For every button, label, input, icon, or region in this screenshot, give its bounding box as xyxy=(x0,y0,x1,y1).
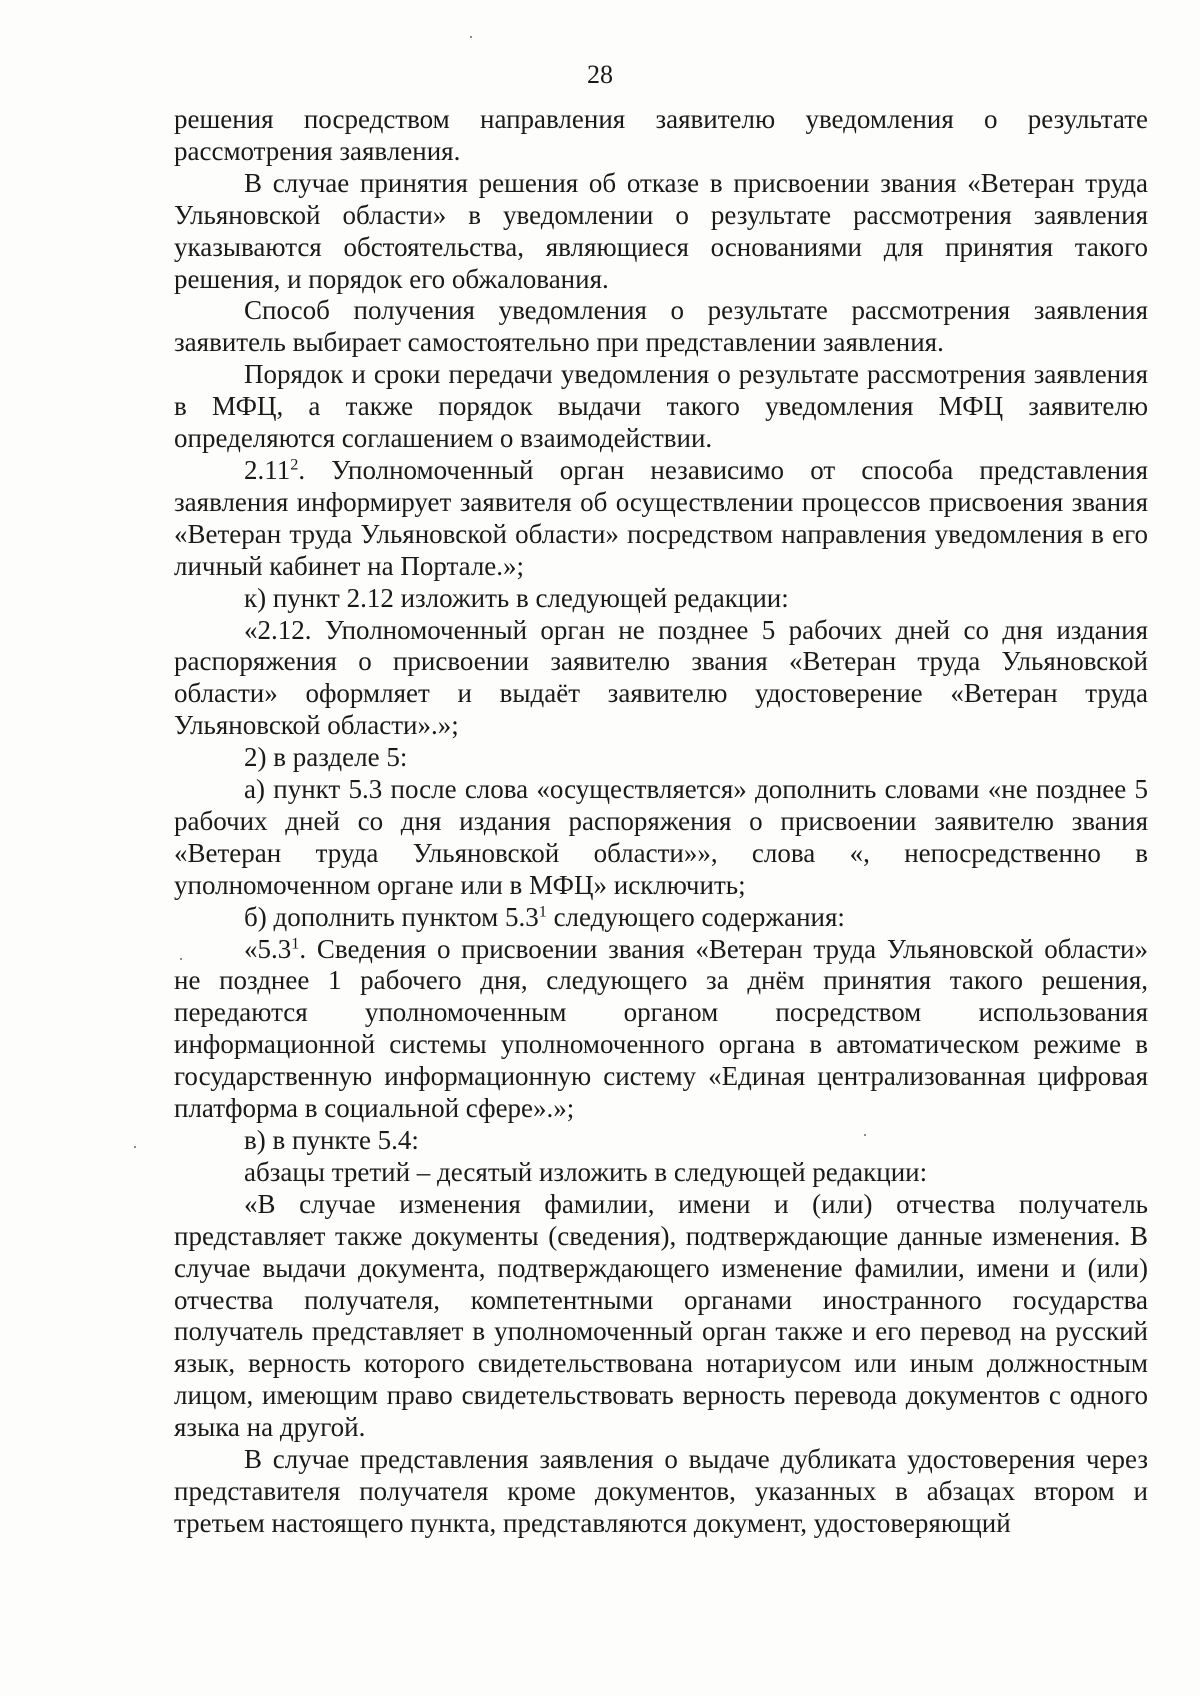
paragraph: В случае представления заявления о выдаче дубликата удостоверения через представителя получателя кроме документов, указанных в абзацах втором и третьем настоящего пункта, представляются документ, удостоверяющий xyxy=(174,1444,1148,1538)
paragraph: б) дополнить пунктом $5.3^1$ следующего содержания: xyxy=(244,901,845,932)
paragraph: 2) в разделе 5: xyxy=(244,742,408,773)
superscript: 1 xyxy=(538,901,547,920)
paragraph: к) пункт 2.12 изложить в следующей редакции: xyxy=(244,582,789,613)
paragraph: 2.11$^2$. Уполномоченный орган независимо от способа представления заявления информирует заявителя об осуществлении процессов присвоения звания «Ветеран труда Ульяновской области» посредством направления уведомления в его личный кабинет на Портале.»; xyxy=(174,454,1148,581)
paragraph: в) в пункте 5.4: xyxy=(244,1125,419,1155)
scan-speck xyxy=(470,36,472,38)
paragraph: «2.12. Уполномоченный орган не позднее 5 рабочих дней со дня издания распоряжения о присвоении заявителю звания «Ветеран труда Ульяновской области» оформляет и выдаёт заявителю удостоверение «Ветеран труда Ульяновской области».»; xyxy=(174,614,1148,741)
paragraph: Способ получения уведомления о результате рассмотрения заявления заявитель выбирает самостоятельно при представлении заявления. xyxy=(174,295,1148,358)
superscript: 1 xyxy=(291,933,300,952)
paragraph: Порядок и сроки передачи уведомления о результате рассмотрения заявления в МФЦ, а также порядок выдачи такого уведомления МФЦ заявителю определяются соглашением о взаимодействии. xyxy=(174,359,1148,454)
document-body xyxy=(174,104,1148,1540)
page-number: 28 xyxy=(587,60,613,89)
paragraph: абзацы третий – десятый изложить в следующей редакции: xyxy=(244,1156,928,1187)
paragraph: а) пункт 5.3 после слова «осуществляется» дополнить словами «не позднее 5 рабочих дней со дня издания распоряжения о присвоении заявителю звания «Ветеран труда Ульяновской области»», слова «, непосредственно в уполномоченном органе или в МФЦ» исключить; xyxy=(174,774,1148,900)
superscript: 2 xyxy=(290,455,299,474)
paragraph: «$5.3^1$. Сведения о присвоении звания «Ветеран труда Ульяновской области» не позднее 1 рабочего дня, следующего за днём принятия такого решения, передаются уполномоченным органом посредством использования информационной системы уполномоченного органа в автоматическом режиме в государственную информационную систему «Единая централизованная цифровая платформа в социальной сфере».»; xyxy=(174,933,1148,1124)
paragraph: В случае принятия решения об отказе в присвоении звания «Ветеран труда Ульяновской области» в уведомлении о результате рассмотрения заявления указываются обстоятельства, являющиеся основаниями для принятия такого решения, и порядок его обжалования. xyxy=(174,167,1148,294)
scan-speck xyxy=(134,1146,136,1148)
paragraph: решения посредством направления заявителю уведомления о результате рассмотрения заявления. xyxy=(174,104,1148,166)
paragraph: «В случае изменения фамилии, имени и (или) отчества получатель представляет также документы (сведения), подтверждающие данные изменения. В случае выдачи документа, подтверждающего изменение фамилии, имени и (или) отчества получателя, компетентными органами иностранного государства получатель представляет в уполномоченный орган также и его перевод на русский язык, верность которого свидетельствована нотариусом или иным должностным лицом, имеющим право свидетельствовать верность перевода документов с одного языка на другой. xyxy=(174,1188,1148,1443)
